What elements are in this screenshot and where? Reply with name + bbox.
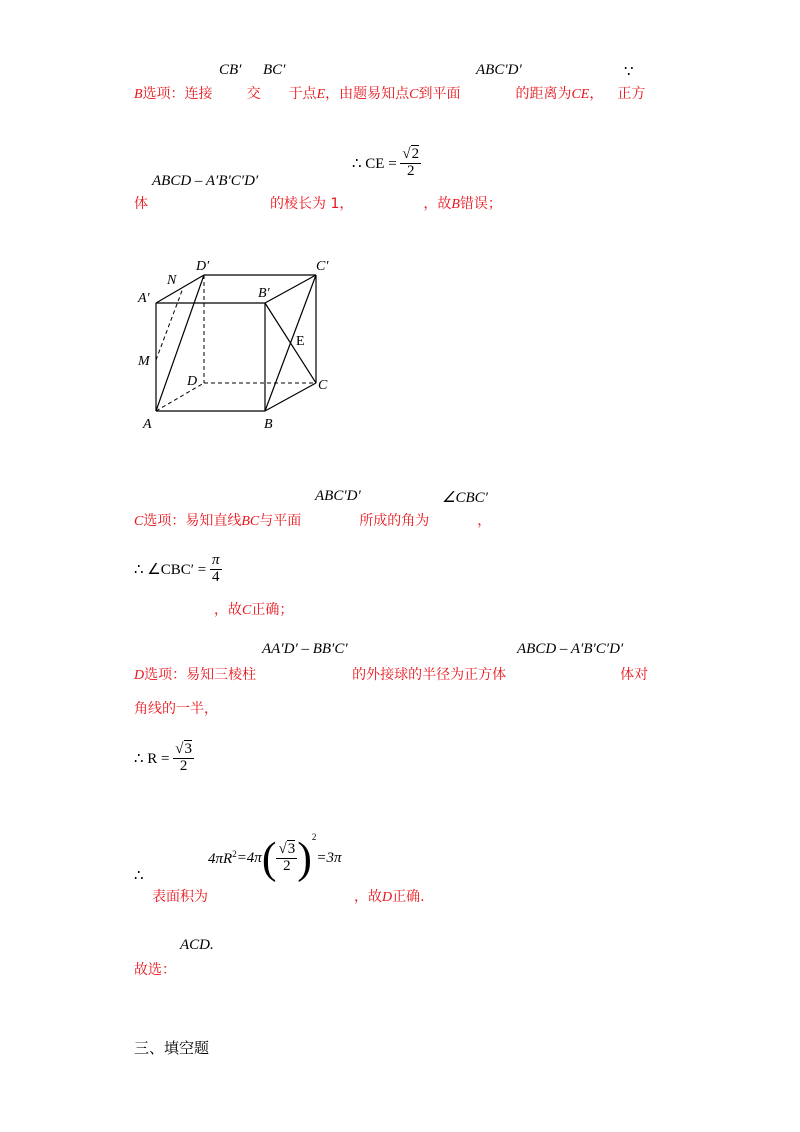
b-body-text2: 的棱长为 1， (270, 196, 354, 212)
label-b1: B′ (258, 286, 270, 301)
math-angle-c: ∠CBC′ (442, 490, 488, 506)
d-text7: 正确. (392, 889, 425, 905)
d-text6: ，故 (354, 889, 382, 905)
label-c: C (318, 378, 328, 393)
d-text1: 选项：易知三棱柱 (144, 667, 257, 683)
b-text1: 选项：连接 (142, 86, 213, 102)
b-ce: CE (571, 87, 590, 102)
cube-name-b: ABCD – A′B′C′D′ (152, 173, 259, 189)
section-title: 三、填空题 (134, 1039, 210, 1057)
math-bc1: BC′ (263, 62, 286, 78)
edge-b1c1 (265, 275, 316, 303)
label-n: N (167, 273, 177, 288)
r-equation (134, 742, 194, 775)
label-m: M (138, 354, 150, 369)
b-text4: ，由题易知点 (325, 86, 410, 102)
c-option-line (134, 510, 491, 530)
b-text3: 于点 (288, 86, 317, 102)
r-den: 2 (179, 757, 188, 774)
because-symbol: ∵ (624, 64, 634, 80)
r-lhs: ∴ R = (134, 750, 170, 767)
c-conc-label: C (242, 603, 252, 618)
area-fraction: $\frac{√3}{2}$ (278, 841, 296, 875)
label-d1: D′ (196, 259, 210, 274)
r-fraction: $\frac{√3}{2}$ (175, 741, 192, 774)
b-body-text3: ，故 (423, 196, 452, 212)
area-rhs: =3π (316, 850, 342, 867)
c-text3: 所成的角为 (359, 513, 430, 529)
therefore-symbol: ∴ (134, 868, 144, 884)
area-den: 2 (283, 858, 291, 875)
d-option-line (134, 664, 648, 684)
b-point-c: C (409, 87, 419, 102)
b-body-text1: 体 (134, 196, 148, 212)
d-text3: 体对 (620, 667, 649, 683)
edge-a1d1 (156, 275, 204, 303)
ce-fraction: $\frac{√2}{2}$ (402, 146, 420, 179)
c-bc: BC (241, 514, 260, 529)
angle-lhs: ∴ ∠CBC′ = (134, 561, 207, 578)
b-text2: 交 (246, 86, 261, 102)
ce-equation (352, 147, 421, 180)
b-option-line (134, 83, 645, 103)
label-e: E (296, 334, 305, 349)
d-option-line2: 角线的一半， (134, 701, 218, 717)
d-conc-label: D (382, 890, 393, 905)
ce-den: 2 (407, 162, 415, 179)
math-cube-d: ABCD – A′B′C′D′ (517, 641, 624, 657)
d-text5: 表面积为 (152, 889, 208, 905)
math-plane-c: ABC′D′ (315, 488, 361, 504)
b-body-line (134, 193, 502, 213)
label-a: A (143, 417, 152, 432)
angle-num: π (212, 552, 220, 568)
math-prism: AA′D′ – BB′C′ (262, 641, 348, 657)
math-cb1: CB′ (219, 62, 242, 78)
c-conclusion (214, 599, 293, 619)
label-a1: A′ (138, 291, 150, 306)
area-lhs: $4\pi R^2$ (208, 849, 237, 868)
r-num: 3 (184, 741, 192, 757)
area-num: 3 (287, 841, 296, 858)
b-text8: 正方 (617, 86, 646, 102)
area-mid: =4π (236, 850, 262, 867)
cube-figure (130, 252, 350, 437)
diag-c1b (265, 275, 316, 411)
c-text4: ， (477, 513, 492, 529)
c-text2: 与平面 (259, 513, 302, 529)
d-text2: 的外接球的半径为正方体 (352, 667, 507, 683)
b-text7: ， (589, 86, 604, 102)
diag-ad1 (156, 275, 204, 411)
answer-label: 故选： (134, 962, 176, 978)
label-c1: C′ (316, 259, 329, 274)
b-text5: 到平面 (418, 86, 461, 102)
b-body-text4: 错误； (459, 196, 502, 212)
angle-fraction (210, 553, 222, 586)
area-equation: $4\pi R^2=4\pi$( $\frac{√3}{2}$ )$^2$=3π (208, 832, 342, 883)
b-body-label: B (451, 197, 460, 212)
c-conc1: ，故 (214, 602, 242, 618)
b-text6: 的距离为 (515, 86, 572, 102)
ce-num: 2 (411, 146, 420, 162)
c-text1: 选项：易知直线 (143, 513, 242, 529)
hidden-mn (156, 288, 183, 360)
d-conclusion (152, 886, 425, 906)
edge-bc (265, 383, 316, 411)
label-b: B (264, 417, 273, 432)
d-label: D (134, 668, 145, 683)
b-point-e: E (316, 87, 326, 102)
label-d: D (187, 374, 198, 389)
c-conc2: 正确； (251, 602, 294, 618)
angle-den: 4 (212, 568, 220, 585)
ce-eq-lhs: ∴ CE = (352, 155, 397, 172)
c-label: C (134, 514, 144, 529)
math-plane-b: ABC′D′ (476, 62, 522, 78)
angle-equation (134, 553, 222, 586)
b-label: B (134, 87, 143, 102)
answer-math: ACD. (180, 937, 214, 953)
